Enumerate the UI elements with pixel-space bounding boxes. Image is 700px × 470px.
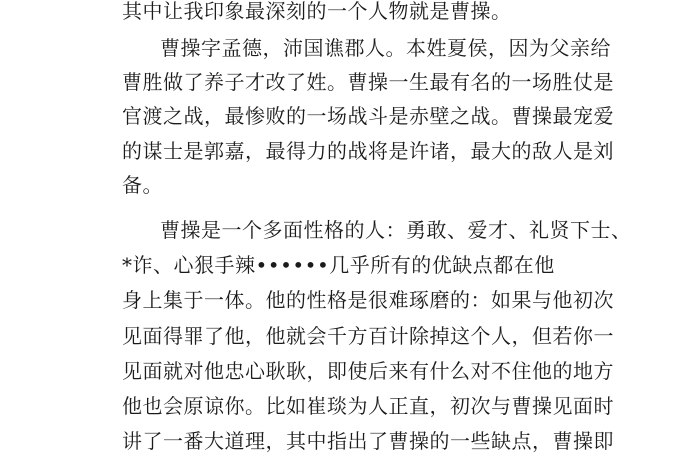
- text-line-13: 讲了一番大道理，其中指出了曹操的一些缺点，曹操即: [122, 429, 614, 453]
- text-line-3: 曹胜做了养子才改了姓。曹操一生最有名的一场胜仗是: [122, 70, 614, 94]
- text-line-9: 身上集于一体。他的性格是很难琢磨的：如果与他初次: [122, 288, 614, 312]
- text-line-1: 其中让我印象最深刻的一个人物就是曹操。: [122, 0, 512, 23]
- text-line-12: 他也会原谅你。比如崔琰为人正直，初次与曹操见面时: [122, 394, 614, 418]
- text-line-10: 见面得罪了他，他就会千方百计除掉这个人，但若你一: [122, 324, 614, 348]
- text-line-6: 备。: [122, 173, 163, 197]
- text-line-8: *诈、心狠手辣••••••几乎所有的优缺点都在他: [122, 253, 555, 277]
- text-line-5: 的谋士是郭嘉，最得力的战将是许诸，最大的敌人是刘: [122, 139, 614, 163]
- text-line-4: 官渡之战，最惨败的一场战斗是赤壁之战。曹操最宠爱: [122, 104, 614, 128]
- text-line-7: 曹操是一个多面性格的人：勇敢、爱才、礼贤下士、: [160, 218, 632, 242]
- text-line-11: 见面就对他忠心耿耿，即使后来有什么对不住他的地方: [122, 359, 614, 383]
- text-line-2: 曹操字孟德，沛国谯郡人。本姓夏侯，因为父亲给: [160, 36, 611, 60]
